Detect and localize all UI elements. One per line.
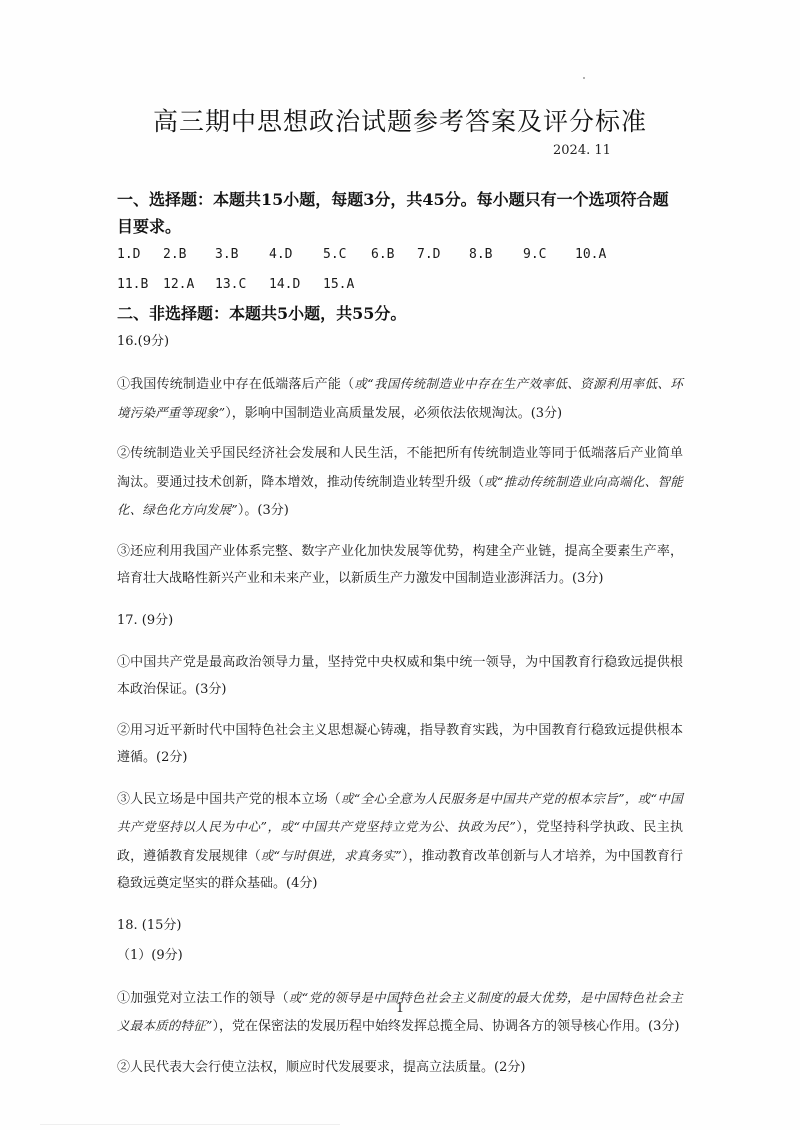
answer-text: ），推动教育改革创新与人才培养，为中国教育行稳致远奠定坚实的群众基础。(4分) [117, 848, 683, 891]
section-2-heading: 二、非选择题：本题共5小题，共55分。 [117, 304, 407, 323]
q18-answer-point-2: ②人民代表大会行使立法权，顺应时代发展要求，提高立法质量。(2分) [117, 1059, 526, 1075]
alternative-note: 或“推动传统制造业向高端化、智能化、绿色化方向发展” [117, 473, 683, 517]
q16-answer-point-1 [117, 370, 683, 427]
answer-item: 5.C [323, 247, 347, 262]
alternative-note: 或“党的领导是中国特色社会主义制度的最大优势，是中国特色社会主义最本质的特征” [117, 989, 683, 1033]
alternative-note: 或“与时俱进，求真务实” [260, 847, 402, 863]
answer-text: ），党在保密法的发展历程中始终发挥总揽全局、协调各方的领导核心作用。(3分) [212, 1019, 680, 1034]
question-18-heading: 18. (15分) [117, 917, 182, 933]
answer-text: ），影响中国制造业高质量发展，必须依法依规淘汰。(3分) [225, 405, 563, 421]
answer-item: 11.B [117, 277, 149, 292]
q16-answer-point-3: ③还应利用我国产业体系完整、数字产业化加快发展等优势，构建全产业链，提高全要素生产率，培育壮大战略性新兴产业和未来产业，以新质生产力激发中国制造业澎湃活力。(3分) [117, 543, 683, 586]
section-1-heading: 一、选择题：本题共15小题，每题3分，共45分。每小题只有一个选项符合题目要求。 [117, 190, 669, 236]
question-17-heading: 17. (9分) [117, 612, 174, 628]
q17-answer-point-3 [117, 785, 683, 898]
answer-text: ②传统制造业关乎国民经济社会发展和人民生活，不能把所有传统制造业等同于低端落后产业简单淘汰。要通过技术创新，降本增效，推动传统制造业转型升级（ [117, 446, 683, 490]
answer-text: ①加强党对立法工作的领导（ [117, 990, 289, 1006]
scan-edge-line [40, 1124, 340, 1125]
answer-item: 12.A [163, 277, 195, 292]
q16-answer-point-2 [117, 440, 683, 525]
question-16-heading: 16.(9分) [117, 334, 170, 349]
answer-item: 2.B [163, 247, 187, 262]
answer-item: 6.B [371, 247, 395, 262]
alternative-note: 或“我国传统制造业中存在生产效率低、资源利用率低、环境污染严重等现象” [117, 376, 683, 420]
answer-item: 9.C [523, 247, 547, 262]
scan-speck [583, 77, 585, 79]
q17-answer-point-1: ①中国共产党是最高政治领导力量，坚持党中央权威和集中统一领导，为中国教育行稳致远提供根本政治保证。(3分) [117, 654, 683, 697]
q17-answer-point-2: ②用习近平新时代中国特色社会主义思想凝心铸魂，指导教育实践，为中国教育行稳致远提供根本遵循。(2分) [117, 722, 683, 765]
page-number: 1 [395, 1001, 405, 1016]
answer-item: 1.D [117, 247, 141, 262]
answer-item: 4.D [269, 247, 293, 262]
answer-item: 15.A [323, 277, 355, 292]
answer-item: 8.B [469, 247, 493, 262]
answer-text: ①我国传统制造业中存在低端落后产能（ [117, 377, 355, 392]
answer-row-2 [117, 270, 683, 300]
answer-item: 14.D [269, 277, 301, 292]
answer-item: 7.D [417, 247, 441, 262]
answer-item: 10.A [575, 247, 607, 262]
exam-date: 2024. 11 [553, 143, 611, 158]
answer-text: ③人民立场是中国共产党的根本立场（ [117, 791, 341, 807]
alternative-note: 或“全心全意为人民服务是中国共产党的根本宗旨”，或“中国共产党坚持以人民为中心”，或“中国共产党坚持立党为公、执政为民” [117, 790, 683, 834]
question-18-sub-1-heading: （1）(9分) [117, 947, 183, 963]
answer-item: 3.B [215, 247, 239, 262]
answer-text: ）。(3分) [237, 503, 289, 518]
page-title: 高三期中思想政治试题参考答案及评分标准 [152, 107, 647, 136]
answer-text: ），党坚持科学执政、民主执政，遵循教育发展规律（ [117, 820, 683, 864]
answer-content [117, 186, 683, 1094]
answer-row-1 [117, 240, 683, 270]
answer-item: 13.C [215, 277, 247, 292]
